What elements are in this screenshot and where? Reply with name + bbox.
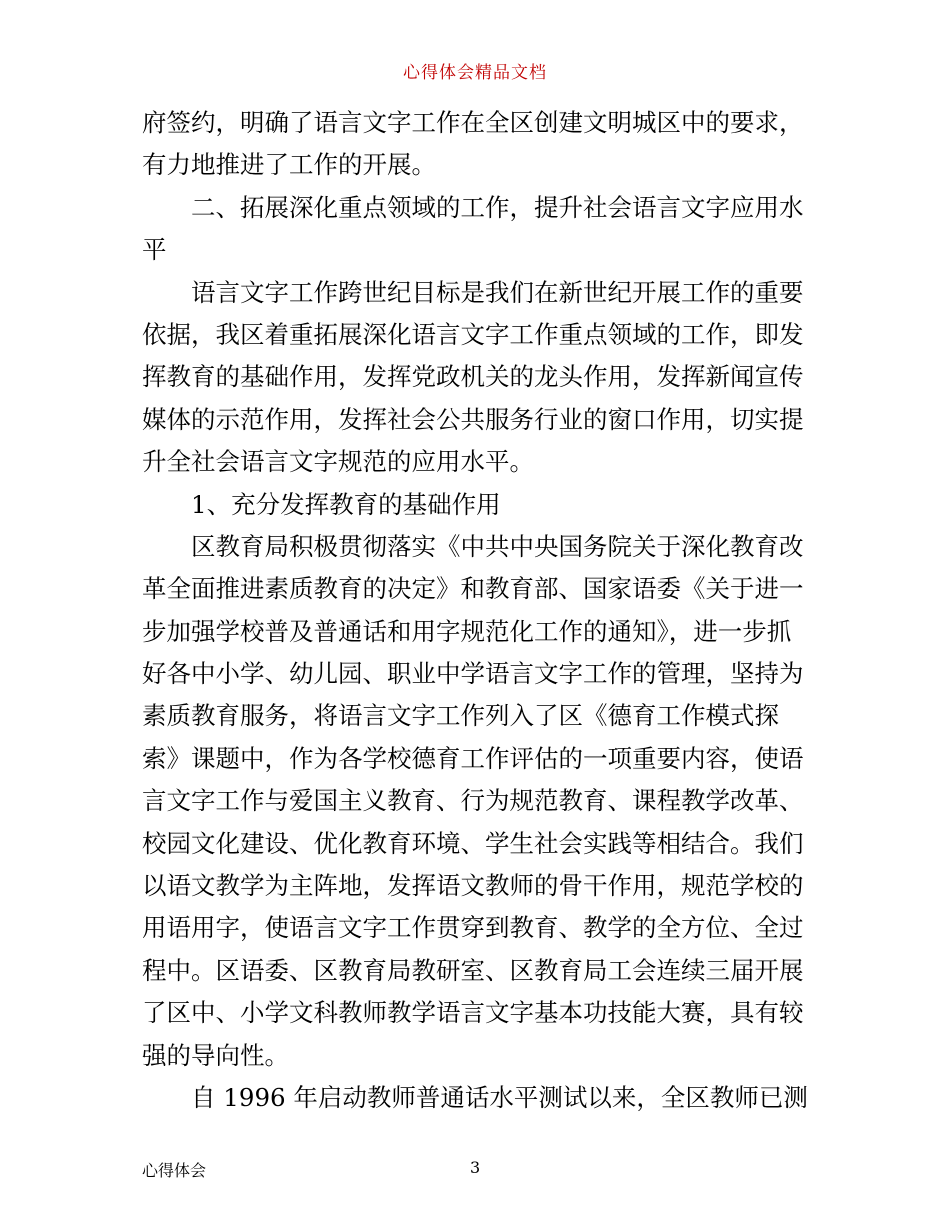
section-heading-continued: 平	[142, 235, 167, 265]
text-line: 自 1996 年启动教师普通话水平测试以来，全区教师已测	[191, 1082, 808, 1112]
text-line: 以语文教学为主阵地，发挥语文教师的骨干作用，规范学校的	[142, 871, 804, 901]
text-line: 用语用字，使语言文字工作贯穿到教育、教学的全方位、全过	[142, 913, 804, 943]
text-line: 强的导向性。	[142, 1040, 289, 1070]
text-line: 区教育局积极贯彻落实《中共中央国务院关于深化教育改	[191, 531, 804, 561]
text-line: 言文字工作与爱国主义教育、行为规范教育、课程教学改革、	[142, 786, 804, 816]
text-line: 校园文化建设、优化教育环境、学生社会实践等相结合。我们	[142, 828, 804, 858]
text-line: 挥教育的基础作用，发挥党政机关的龙头作用，发挥新闻宣传	[142, 362, 804, 392]
text-line: 步加强学校普及普通话和用字规范化工作的通知》，进一步抓	[142, 616, 792, 646]
text-line: 媒体的示范作用，发挥社会公共服务行业的窗口作用，切实提	[142, 404, 804, 434]
text-line: 好各中小学、幼儿园、职业中学语言文字工作的管理，坚持为	[142, 659, 804, 689]
text-line: 素质教育服务，将语言文字工作列入了区《德育工作模式探	[142, 701, 779, 731]
page-header-title: 心得体会精品文档	[403, 63, 547, 83]
page-footer	[142, 1158, 814, 1180]
text-line: 依据，我区着重拓展深化语言文字工作重点领域的工作，即发	[142, 319, 804, 349]
footer-label: 心得体会	[142, 1161, 207, 1180]
page-number: 3	[470, 1158, 481, 1177]
text-line: 革全面推进素质教育的决定》和教育部、国家语委《关于进一	[142, 574, 804, 604]
text-line: 索》课题中，作为各学校德育工作评估的一项重要内容，使语	[142, 743, 804, 773]
section-heading: 二、拓展深化重点领域的工作，提升社会语言文字应用水	[191, 192, 804, 222]
text-line: 有力地推进了工作的开展。	[142, 150, 436, 180]
document-body	[142, 102, 814, 1119]
text-line: 程中。区语委、区教育局教研室、区教育局工会连续三届开展	[142, 955, 804, 985]
text-line: 了区中、小学文科教师教学语言文字基本功技能大赛，具有较	[142, 998, 804, 1028]
subsection-heading: 1、充分发挥教育的基础作用	[191, 489, 501, 519]
text-line: 升全社会语言文字规范的应用水平。	[142, 447, 534, 477]
text-line: 语言文字工作跨世纪目标是我们在新世纪开展工作的重要	[191, 277, 804, 307]
text-line: 府签约，明确了语言文字工作在全区创建文明城区中的要求，	[142, 108, 804, 137]
